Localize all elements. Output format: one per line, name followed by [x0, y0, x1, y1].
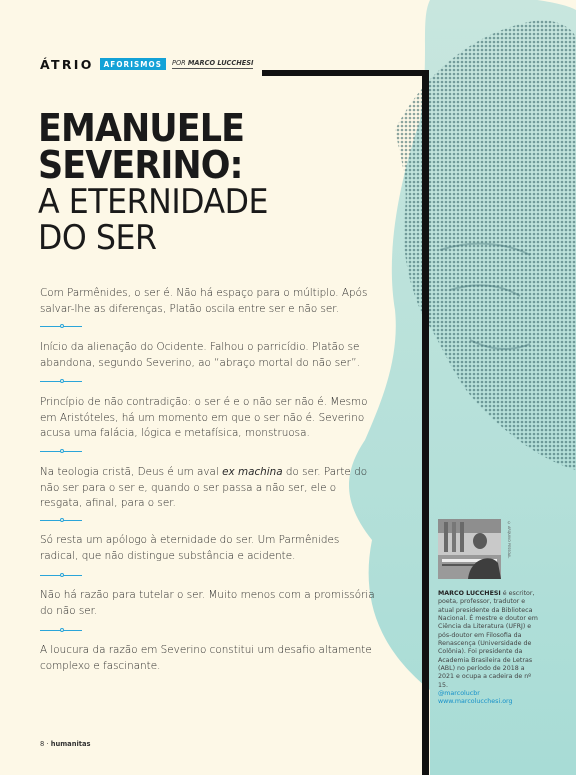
frame-bar-right	[422, 70, 429, 775]
paragraph-4-text-a: Na teologia cristã, Deus é um aval	[40, 466, 223, 478]
separator-5	[40, 573, 82, 579]
title-line-1: EMANUELE	[38, 106, 245, 150]
paragraph-7: A loucura da razão em Severino constitui um desafio altamente complexo e fascinante.	[40, 644, 372, 672]
footer-separator: ·	[46, 740, 49, 748]
paragraph-6: Não há razão para tutelar o ser. Muito menos com a promissória do não ser.	[40, 589, 375, 617]
byline	[172, 59, 253, 69]
category-tag: AFORISMOS	[100, 58, 166, 70]
title-line-2: SEVERINO:	[38, 143, 243, 187]
author-photo	[438, 519, 501, 579]
paragraph-5: Só resta um apólogo à eternidade do ser. Um Parmênides radical, que não distingue substância e acidente.	[40, 534, 340, 562]
bio-site-link[interactable]: www.marcolucchesi.org	[438, 698, 513, 706]
article-header	[40, 56, 253, 72]
separator-1	[40, 324, 82, 330]
separator-4	[40, 518, 82, 524]
separator-2	[40, 379, 82, 385]
paragraph-1: Com Parmênides, o ser é. Não há espaço para o múltiplo. Após salvar-lhe as diferenças, Platão oscila entre ser e não ser.	[40, 287, 368, 315]
bio-name: MARCO LUCCHESI	[438, 590, 501, 597]
paragraph-2: Início da alienação do Ocidente. Falhou o parricídio. Platão se abandona, segundo Severino, ao “abraço mortal do não ser”.	[40, 341, 360, 369]
paragraph-4	[40, 465, 380, 512]
page-number: 8	[40, 740, 45, 748]
page-footer	[40, 740, 90, 748]
bio-handle-link[interactable]: @marcolucbr	[438, 690, 480, 698]
paragraph-4-emphasis: ex machina	[222, 466, 283, 478]
separator-6	[40, 628, 82, 634]
title-line-3: A ETERNIDADE	[38, 182, 269, 222]
paragraph-3: Princípio de não contradição: o ser é e o não ser não é. Mesmo em Aristóteles, há um momento em que o ser não é. Severino acusa uma falácia, lógica e metafísica, monstruosa.	[40, 396, 368, 439]
author-bio	[438, 590, 538, 707]
byline-author: MARCO LUCCHESI	[187, 59, 254, 67]
section-label: ÁTRIO	[40, 56, 94, 72]
separator-3	[40, 449, 82, 455]
bio-text: é escritor, poeta, professor, tradutor e atual presidente da Biblioteca Nacional. É mestre e doutor em Ciência da Literatura (UFRJ) e pós-doutor em Filosofia da Renascença (Universidade de Colônia). Foi presidente da Academia Brasileira de Letras (ABL) no período de 2018 a 2021 e ocupa a cadeira de nº 15.	[438, 590, 538, 689]
magazine-name: humanitas	[50, 740, 91, 748]
photo-credit: © ARQUIVO PESSOAL	[507, 521, 511, 559]
title-line-4: DO SER	[38, 218, 157, 258]
paragraph-4-text-b: do ser. Parte do não ser para o ser e, quando o ser passa a não ser, ele o resgata, afinal, para o ser.	[40, 466, 368, 509]
byline-prefix: POR	[172, 59, 186, 67]
frame-bar-top	[262, 70, 428, 76]
